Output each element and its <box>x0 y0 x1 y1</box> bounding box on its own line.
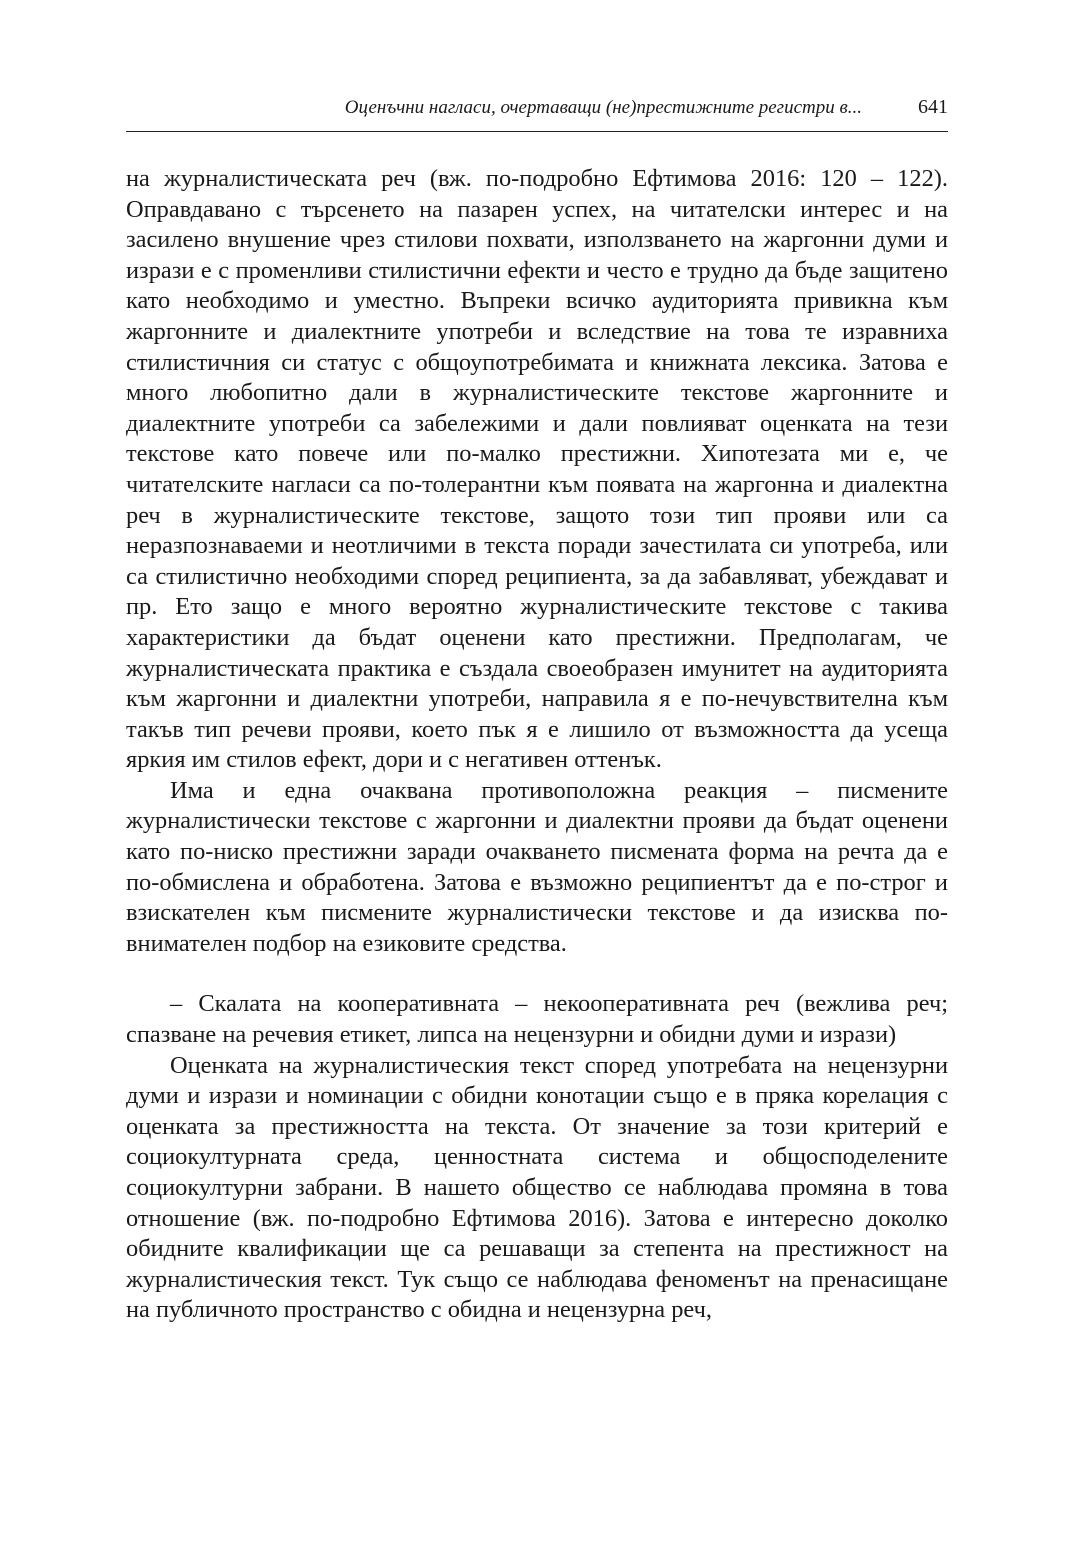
body-text <box>126 164 948 1326</box>
running-head <box>126 96 948 132</box>
running-title: Оценъчни нагласи, очертаващи (не)престижните регистри в... <box>344 97 862 118</box>
paragraph-assessment: Оценката на журналистическия текст според употребата на нецензурни думи и изрази и номинации с обидни конотации също е в пряка корелация с оценката за престижността на текста. От значение за този критерий е социокултурната среда, ценностната система и общосподелените социокултурни забрани. В нашето общество се наблюдава промяна в това отношение (вж. по-подробно Ефтимова 2016). Затова е интересно доколко обидните квалификации ще са решаващи за степента на престижност на журналистическия текст. Тук също се наблюдава феноменът на пренасищане на публичното пространство с обидна и нецензурна реч, <box>126 1051 948 1324</box>
page-number: 641 <box>918 96 948 118</box>
page <box>126 96 948 1326</box>
paragraph-continued: на журналистическата реч (вж. по-подробно Ефтимова 2016: 120 – 122). Оправдавано с търсенето на пазарен успех, на читателски интерес и на засилено внушение чрез стилови похвати, използването на жаргонни думи и изрази е с променливи стилистични ефекти и често е трудно да бъде защитено като необходимо и уместно. Въпреки всичко аудиторията привикна към жаргонните и диалектните употреби и вследствие на това те изравниха стилистичния си статус с общоупотребимата и книжната лексика. Затова е много любопитно дали в журналистическите текстове жаргонните и диалектните употреби са забележими и дали повлияват оценката на тези текстове като повече или по-малко престижни. Хипотезата ми е, че читателските нагласи са по-толерантни към появата на жаргонна и диалектна реч в журналистическите текстове, защото този тип прояви или са неразпознаваеми и неотличими в текста поради зачестилата си употреба, или са стилистично необходими според реципиента, за да забавляват, убеждават и пр. Ето защо е много вероятно журналистическите текстове с такива характеристики да бъдат оценени като престижни. Предполагам, че журналистическата практика е създала своеобразен имунитет на аудиторията към жаргонни и диалектни употреби, направила я е по-нечувствителна към такъв тип речеви прояви, което пък я е лишило от възможността да усеща яркия им стилов ефект, дори и с негативен оттенък. <box>126 165 948 774</box>
paragraph-spacer <box>126 959 948 989</box>
paragraph-opposite-reaction: Има и една очаквана противоположна реакция – писмените журналистически текстове с жаргонни и диалектни прояви да бъдат оценени като по-ниско престижни заради очакването писмената форма на речта да е по-обмислена и обработена. Затова е възможно реципиентът да е по-строг и взискателен към писмените журналистически текстове и да изисква по-внимателен подбор на езиковите средства. <box>126 776 948 957</box>
scale-heading: – Скалата на кооперативната – некооперативната реч (вежлива реч; спазване на речевия етикет, липса на нецензурни и обидни думи и изрази) <box>126 990 948 1049</box>
